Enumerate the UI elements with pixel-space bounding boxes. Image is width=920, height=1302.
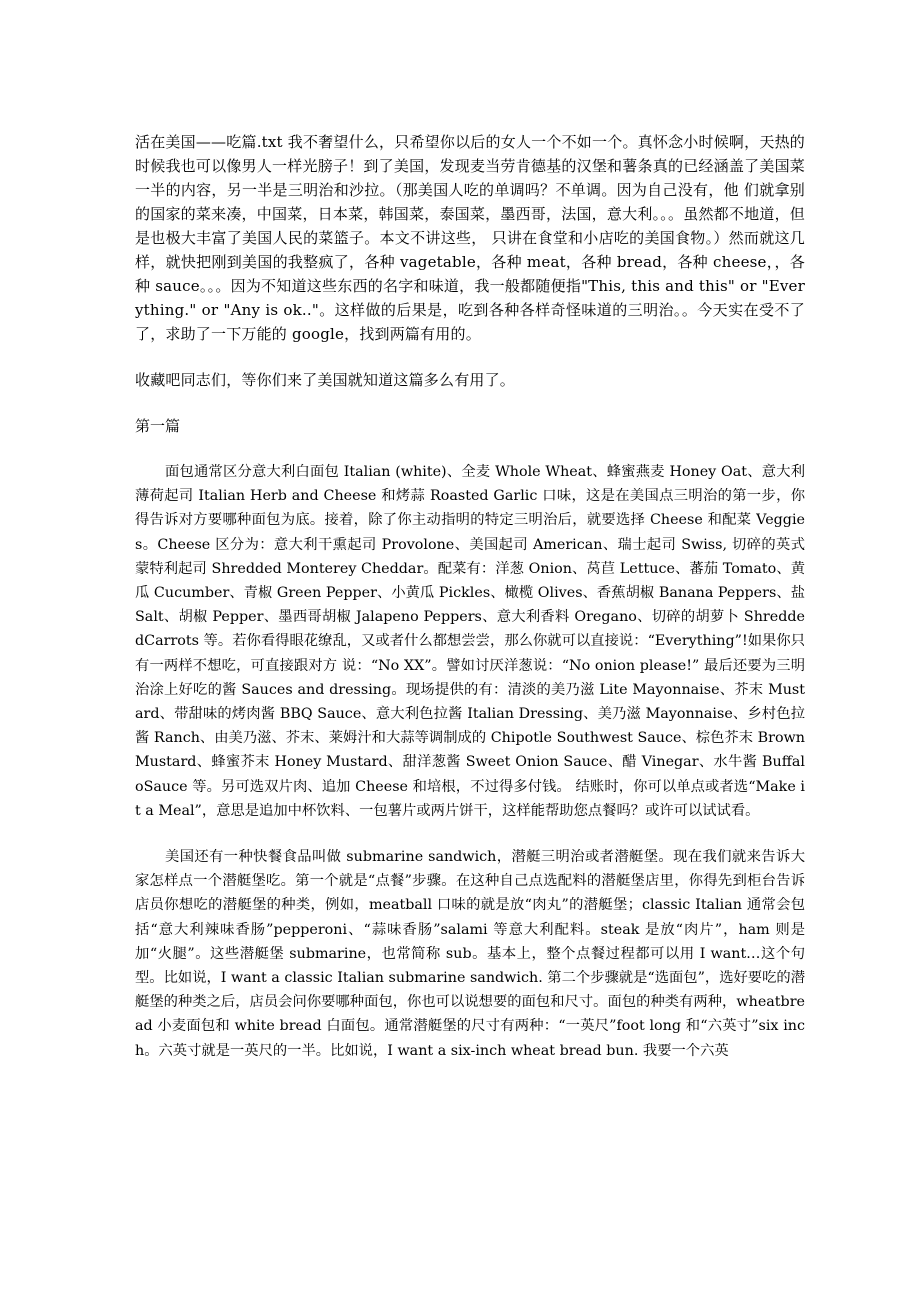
bread-sandwich-paragraph: 面包通常区分意大利白面包 Italian (white)、全麦 Whole Wheat、蜂蜜燕麦 Honey Oat、意大利薄荷起司 Italian Herb and Cheese 和烤蒜 Roasted Garlic 口味，这是在美国点三明治的第一步，你得告诉对方要哪种面包为底。接着，除了你主动指明的特定三明治后，就要选择 Cheese 和配菜 Veggies。Cheese 区分为：意大利干熏起司 Provolone、美国起司 American、瑞士起司 Swiss, 切碎的英式蒙特利起司 Shredded Monterey Cheddar。配菜有：洋葱 Onion、莴苣 Lettuce、蕃茄 Tomato、黄瓜 Cucumber、青椒 Green Pepper、小黄瓜 Pickles、橄榄 Olives、香蕉胡椒 Banana Peppers、盐 Salt、胡椒 Pepper、墨西哥胡椒 Jalapeno Peppers、意大利香料 Oregano、切碎的胡萝卜 ShreddedCarrots 等。若你看得眼花缭乱，又或者什么都想尝尝，那么你就可以直接说：“Everything”!如果你只有一两样不想吃，可直接跟对方 说：“No XX”。譬如讨厌洋葱说：“No onion please!” 最后还要为三明治涂上好吃的酱 Sauces and dressing。现场提供的有：清淡的美乃滋 Lite Mayonnaise、芥末 Mustard、带甜味的烤肉酱 BBQ Sauce、意大利色拉酱 Italian Dressing、美乃滋 Mayonnaise、乡村色拉酱 Ranch、由美乃滋、芥末、莱姆汁和大蒜等调制成的 Chipotle Southwest Sauce、棕色芥末 Brown Mustard、蜂蜜芥末 Honey Mustard、甜洋葱酱 Sweet Onion Sauce、醋 Vinegar、水牛酱 BuffaloSauce 等。另可选双片肉、追加 Cheese 和培根，不过得多付钱。 结账时，你可以单点或者选“Make it a Meal”，意思是追加中杯饮料、一包薯片或两片饼干，这样能帮助您点餐吗？或许可以试试看。: [135, 464, 805, 819]
submarine-sandwich-paragraph: 美国还有一种快餐食品叫做 submarine sandwich，潜艇三明治或者潜艇堡。现在我们就来告诉大家怎样点一个潜艇堡吃。第一个就是“点餐”步骤。在这种自己点选配料的潜艇堡店里，你得先到柜台告诉店员你想吃的潜艇堡的种类，例如，meatball 口味的就是放“肉丸”的潜艇堡；classic Italian 通常会包括“意大利辣味香肠”pepperoni、“蒜味香肠”salami 等意大利配料。steak 是放“肉片”，ham 则是加“火腿”。这些潜艇堡 submarine，也常简称 sub。基本上，整个点餐过程都可以用 I want…这个句型。比如说，I want a classic Italian submarine sandwich. 第二个步骤就是“选面包”，选好要吃的潜艇堡的种类之后，店员会问你要哪种面包，你也可以说想要的面包和尺寸。面包的种类有两种，wheatbread 小麦面包和 white bread 白面包。通常潜艇堡的尺寸有两种：“一英尺”foot long 和“六英寸”six inch。六英寸就是一英尺的一半。比如说，I want a six-inch wheat bread bun. 我要一个六英: [135, 849, 805, 1059]
spacer: [135, 392, 805, 414]
intro-paragraph: 活在美国——吃篇.txt 我不奢望什么，只希望你以后的女人一个不如一个。真怀念小时候啊，天热的时候我也可以像男人一样光膀子！到了美国，发现麦当劳肯德基的汉堡和薯条真的已经涵盖了美国菜一半的内容，另一半是三明治和沙拉。（那美国人吃的单调吗？不单调。因为自己没有，他 们就拿别的国家的菜来凑，中国菜，日本菜，韩国菜，泰国菜，墨西哥，法国，意大利。。。虽然都不地道，但是也极大丰富了美国人民的菜篮子。本文不讲这些， 只讲在食堂和小店吃的美国食物。）然而就这几样，就快把刚到美国的我整疯了，各种 vagetable，各种 meat，各种 bread，各种 cheese，，各种 sauce。。。因为不知道这些东西的名字和味道，我一般都随便指"This, this and this" or "Everything." or "Any is ok.."。这样做的后果是，吃到各种各样奇怪味道的三明治。。今天实在受不了了，求助了一下万能的 google，找到两篇有用的。: [135, 133, 805, 343]
spacer: [135, 346, 805, 368]
spacer: [135, 823, 805, 845]
section-heading: 第一篇: [135, 417, 181, 435]
spacer: [135, 438, 805, 460]
document-page: [135, 130, 805, 1063]
save-note-paragraph: 收藏吧同志们，等你们来了美国就知道这篇多么有用了。: [135, 371, 516, 389]
